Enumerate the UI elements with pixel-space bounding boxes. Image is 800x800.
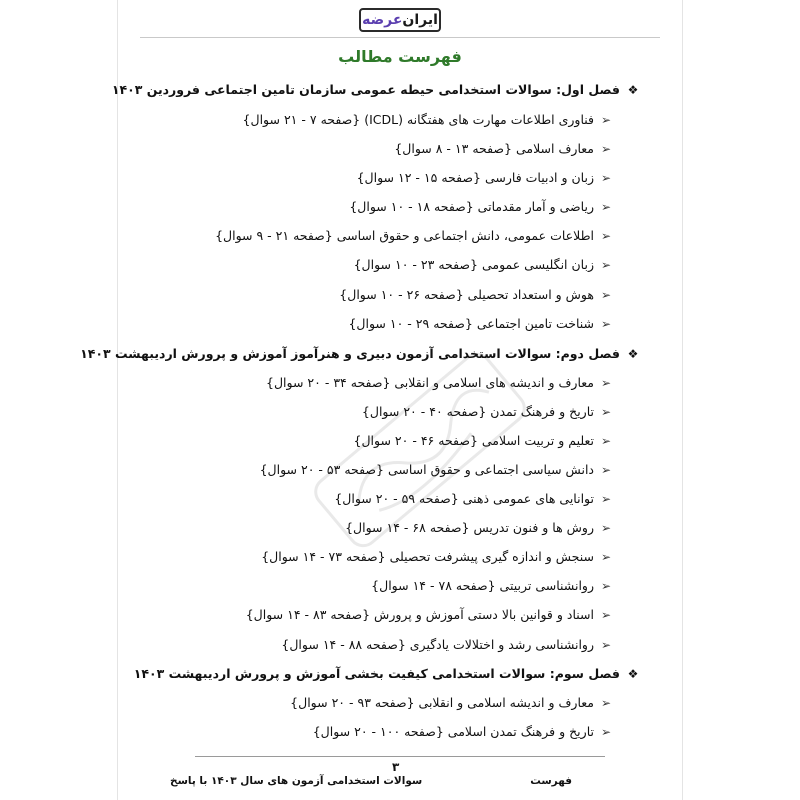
logo-accent-text: عرضه	[362, 12, 403, 28]
triangle-arrow-icon: ➢	[600, 404, 612, 419]
toc-item[interactable]	[281, 637, 612, 652]
toc-chapter[interactable]	[80, 346, 640, 361]
triangle-arrow-icon: ➢	[600, 578, 612, 593]
item-title: معارف و اندیشه اسلامی و انقلابی {صفحه ۹۳ - ۲۰ سوال}	[290, 695, 594, 710]
toc-item[interactable]	[371, 578, 612, 593]
item-title: تاریخ و فرهنگ تمدن اسلامی {صفحه ۱۰۰ - ۲۰ سوال}	[312, 724, 594, 739]
triangle-arrow-icon: ➢	[600, 462, 612, 477]
item-title: تاریخ و فرهنگ تمدن {صفحه ۴۰ - ۲۰ سوال}	[361, 404, 594, 419]
item-title: اطلاعات عمومی، دانش اجتماعی و حقوق اساسی {صفحه ۲۱ - ۹ سوال}	[215, 228, 594, 243]
toc-item[interactable]	[334, 491, 612, 506]
triangle-arrow-icon: ➢	[600, 257, 612, 272]
toc-item[interactable]	[354, 433, 613, 448]
page-number: ۳	[392, 760, 400, 774]
triangle-arrow-icon: ➢	[600, 112, 612, 127]
item-title: سنجش و اندازه گیری پیشرفت تحصیلی {صفحه ۷۳ - ۱۴ سوال}	[261, 549, 594, 564]
triangle-arrow-icon: ➢	[600, 375, 612, 390]
diamond-ornament-icon: ❖	[627, 346, 639, 361]
item-title: هوش و استعداد تحصیلی {صفحه ۲۶ - ۱۰ سوال}	[339, 287, 594, 302]
toc-item[interactable]	[394, 141, 612, 156]
triangle-arrow-icon: ➢	[600, 228, 612, 243]
toc-item[interactable]	[339, 287, 612, 302]
footer-section-label: فهرست	[530, 775, 572, 787]
toc-item[interactable]	[215, 228, 612, 243]
triangle-arrow-icon: ➢	[600, 491, 612, 506]
toc-item[interactable]	[362, 404, 612, 419]
diamond-ornament-icon: ❖	[627, 82, 639, 97]
triangle-arrow-icon: ➢	[600, 724, 612, 739]
triangle-arrow-icon: ➢	[600, 170, 612, 185]
triangle-arrow-icon: ➢	[600, 199, 612, 214]
chapter-title: فصل دوم: سوالات استخدامی آزمون دبیری و هنرآموز آموزش و پرورش اردیبهشت ۱۴۰۳	[80, 346, 620, 361]
item-title: معارف و اندیشه های اسلامی و انقلابی {صفحه ۳۴ - ۲۰ سوال}	[266, 375, 594, 390]
diamond-ornament-icon: ❖	[627, 666, 639, 681]
toc-item[interactable]	[357, 170, 612, 185]
triangle-arrow-icon: ➢	[600, 520, 612, 535]
toc-item[interactable]	[345, 520, 612, 535]
item-title: اسناد و قوانین بالا دستی آموزش و پرورش {صفحه ۸۳ - ۱۴ سوال}	[245, 607, 594, 622]
item-title: توانایی های عمومی ذهنی {صفحه ۵۹ - ۲۰ سوال}	[334, 491, 594, 506]
item-title: زبان و ادبیات فارسی {صفحه ۱۵ - ۱۲ سوال}	[356, 170, 594, 185]
item-title: دانش سیاسی اجتماعی و حقوق اساسی {صفحه ۵۳ - ۲۰ سوال}	[259, 462, 594, 477]
toc-item[interactable]	[349, 199, 612, 214]
item-title: ریاضی و آمار مقدماتی {صفحه ۱۸ - ۱۰ سوال}	[349, 199, 594, 214]
toc-item[interactable]	[260, 462, 612, 477]
triangle-arrow-icon: ➢	[600, 637, 612, 652]
triangle-arrow-icon: ➢	[600, 549, 612, 564]
item-title: زبان انگلیسی عمومی {صفحه ۲۳ - ۱۰ سوال}	[353, 257, 594, 272]
item-title: روانشناسی رشد و اختلالات یادگیری {صفحه ۸۸ - ۱۴ سوال}	[281, 637, 594, 652]
triangle-arrow-icon: ➢	[600, 316, 612, 331]
item-title: روش ها و فنون تدریس {صفحه ۶۸ - ۱۴ سوال}	[345, 520, 594, 535]
toc-item[interactable]	[313, 724, 612, 739]
toc-item[interactable]	[348, 316, 612, 331]
chapter-title: فصل اول: سوالات استخدامی حیطه عمومی سازمان تامین اجتماعی فروردین ۱۴۰۳	[111, 82, 620, 97]
triangle-arrow-icon: ➢	[600, 141, 612, 156]
brand-logo	[359, 8, 441, 32]
toc-item[interactable]	[290, 695, 612, 710]
item-title: تعلیم و تربیت اسلامی {صفحه ۴۶ - ۲۰ سوال}	[353, 433, 594, 448]
chapter-title: فصل سوم: سوالات استخدامی کیفیت بخشی آموزش و پرورش اردیبهشت ۱۴۰۳	[133, 666, 620, 681]
triangle-arrow-icon: ➢	[600, 607, 612, 622]
item-title: فناوری اطلاعات مهارت های هفتگانه (ICDL) {صفحه ۷ - ۲۱ سوال}	[242, 112, 594, 127]
toc-chapter[interactable]	[134, 666, 640, 681]
logo-main-text: ایران	[402, 12, 438, 28]
toc-item[interactable]	[354, 257, 612, 272]
page-title: فهرست مطالب	[338, 47, 462, 66]
toc-item[interactable]	[243, 112, 612, 127]
toc-item[interactable]	[266, 375, 612, 390]
footer-book-title: سوالات استخدامی آزمون های سال ۱۴۰۳ با پاسخ	[170, 775, 423, 787]
triangle-arrow-icon: ➢	[600, 695, 612, 710]
item-title: شناخت تامین اجتماعی {صفحه ۲۹ - ۱۰ سوال}	[348, 316, 594, 331]
footer-divider	[195, 756, 605, 757]
triangle-arrow-icon: ➢	[600, 433, 612, 448]
triangle-arrow-icon: ➢	[600, 287, 612, 302]
header-divider	[140, 37, 660, 38]
toc-item[interactable]	[246, 607, 612, 622]
toc-chapter[interactable]	[112, 82, 640, 97]
item-title: معارف اسلامی {صفحه ۱۳ - ۸ سوال}	[394, 141, 594, 156]
toc-item[interactable]	[261, 549, 612, 564]
item-title: روانشناسی تربیتی {صفحه ۷۸ - ۱۴ سوال}	[371, 578, 594, 593]
